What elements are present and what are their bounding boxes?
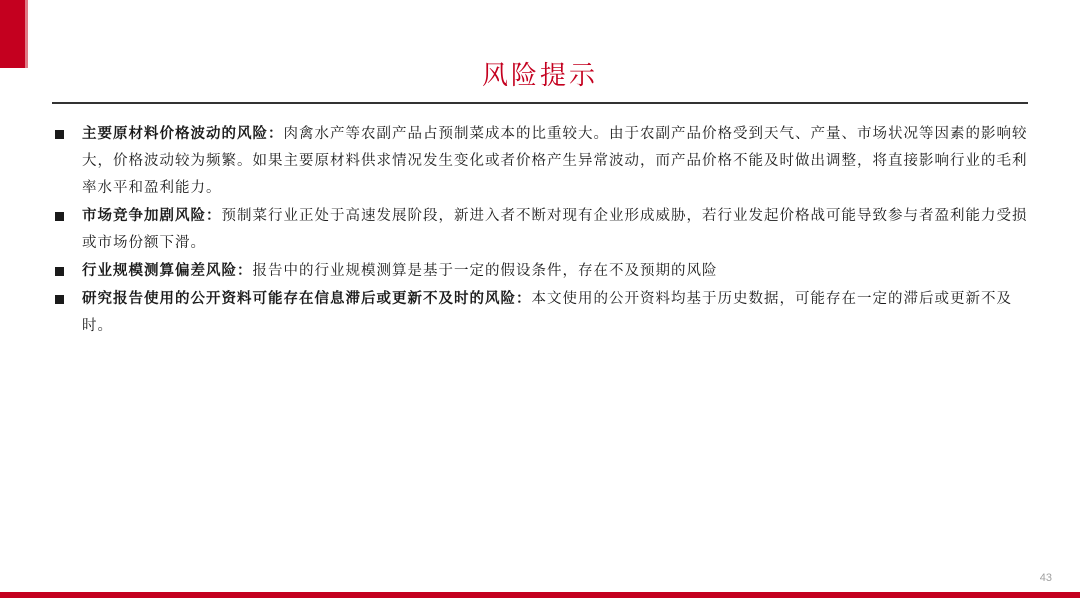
page-number: 43 — [1039, 572, 1052, 584]
bullet-heading: 主要原材料价格波动的风险： — [82, 125, 284, 142]
slide-title: 风险提示 — [481, 61, 598, 91]
footer-band — [0, 592, 1080, 598]
title-divider — [52, 102, 1028, 104]
bullet-text: 本文使用的公开资料均基于历史数据，可能存在一定的滞后或更新不及时。 — [82, 291, 1012, 334]
risk-bullet-market-size — [52, 257, 1032, 285]
bullet-text: 肉禽水产等农副产品占预制菜成本的比重较大。由于农副产品价格受到天气、产量、市场状况等因素的影响较大，价格波动较为频繁。如果主要原材料供求情况发生变化或者价格产生异常波动，而产品价格不能及时做出调整，将直接影响行业的毛利率水平和盈利能力。 — [82, 126, 1028, 196]
risk-bullet-list — [52, 120, 1032, 340]
risk-bullet-raw-material — [52, 120, 1032, 202]
square-bullet-icon — [55, 295, 64, 304]
risk-bullet-competition — [52, 202, 1032, 257]
bullet-heading: 行业规模测算偏差风险： — [82, 262, 253, 279]
bullet-text: 报告中的行业规模测算是基于一定的假设条件，存在不及预期的风险 — [252, 263, 718, 279]
bullet-heading: 研究报告使用的公开资料可能存在信息滞后或更新不及时的风险： — [82, 290, 532, 307]
square-bullet-icon — [55, 212, 64, 221]
bullet-heading: 市场竞争加剧风险： — [82, 207, 222, 224]
bullet-text: 预制菜行业正处于高速发展阶段，新进入者不断对现有企业形成威胁，若行业发起价格战可能导致参与者盈利能力受损或市场份额下滑。 — [82, 208, 1028, 251]
square-bullet-icon — [55, 267, 64, 276]
risk-bullet-data-lag — [52, 285, 1032, 340]
square-bullet-icon — [55, 130, 64, 139]
